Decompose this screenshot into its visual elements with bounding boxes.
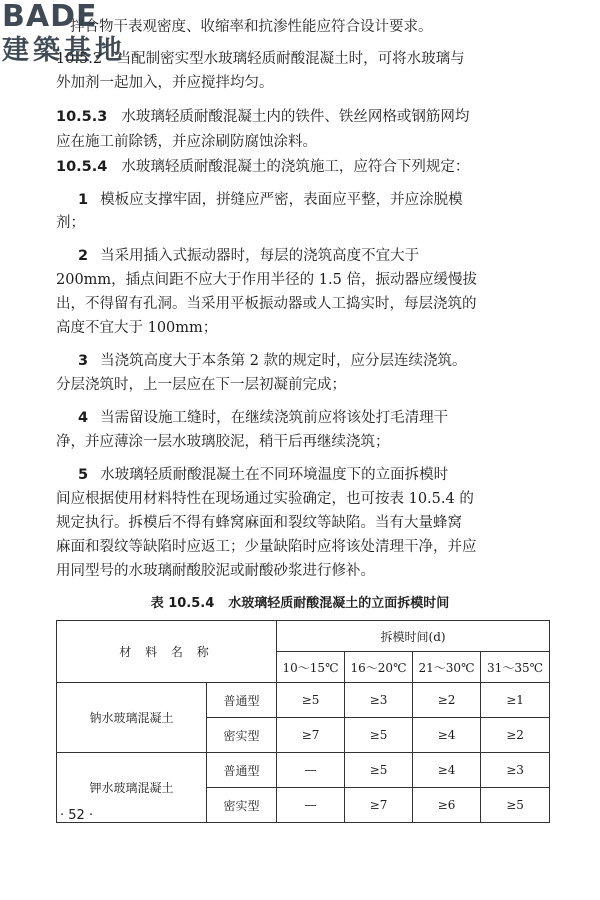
item-number: 5 [78,467,89,483]
material-type: 密实型 [207,718,277,753]
header-temp: 16～20℃ [345,652,413,683]
table-cell: ≥3 [345,683,413,718]
material-type: 密实型 [207,788,277,823]
table-cell: ≥5 [481,788,550,823]
table-title: 水玻璃轻质耐酸混凝土的立面拆模时间 [228,596,450,611]
table-cell: ≥3 [481,753,550,788]
demolding-time-table [56,620,550,823]
text-line: 用同型号的水玻璃耐酸胶泥或耐酸砂浆进行修补。 [56,563,375,579]
item-text: 当采用插入式振动器时，每层的浇筑高度不宜大于 [100,248,420,264]
table-cell: ≥2 [481,718,550,753]
header-material: 材 料 名 称 [57,621,277,683]
text-line: 净，并应薄涂一层水玻璃胶泥，稍干后再继续浇筑； [56,434,390,450]
table-cell: ≥2 [413,683,481,718]
item-5 [78,466,448,484]
clause-number: 10.5.4 [56,159,108,175]
table-cell: ≥5 [345,718,413,753]
table-row [57,683,550,718]
table-cell: ≥5 [345,753,413,788]
table-cell: ≥4 [413,753,481,788]
item-2 [78,247,419,265]
text-line: 应在施工前除锈，并应涂刷防腐蚀涂料。 [56,134,317,150]
material-type: 普通型 [207,753,277,788]
table-cell: ≥4 [413,718,481,753]
item-text: 当需留设施工缝时，在继续浇筑前应将该处打毛清理干 [100,410,449,426]
item-text: 当浇筑高度大于本条第 2 款的规定时，应分层连续浇筑。 [100,353,467,369]
clause-text: 水玻璃轻质耐酸混凝土的浇筑施工，应符合下列规定： [121,159,470,175]
text-line: 拌合物干表观密度、收缩率和抗渗性能应符合设计要求。 [70,19,433,35]
page-number: · 52 · [60,808,94,823]
text-line: 剂； [56,215,85,231]
header-temp: 31～35℃ [481,652,550,683]
text-line: 麻面和裂纹等缺陷时应返工；少量缺陷时应将该处清理干净，并应 [56,539,477,555]
item-text: 水玻璃轻质耐酸混凝土在不同环境温度下的立面拆模时 [100,467,449,483]
table-cell: — [277,753,345,788]
text-line: 200mm，插点间距不应大于作用半径的 1.5 倍，振动器应缓慢拔 [56,272,477,288]
header-temp: 21～30℃ [413,652,481,683]
watermark-brand: BADE [2,0,98,34]
table-cell: ≥7 [345,788,413,823]
item-number: 4 [78,410,89,426]
text-line: 出，不得留有孔洞。当采用平板振动器或人工捣实时，每层浇筑的 [56,296,477,312]
text-line: 外加剂一起加入，并应搅拌均匀。 [56,75,274,91]
table-row [57,753,550,788]
text-line: 分层浇筑时，上一层应在下一层初凝前完成； [56,377,346,393]
item-4 [78,409,448,427]
item-3 [78,352,467,370]
table-cell: ≥7 [277,718,345,753]
item-number: 3 [78,353,89,369]
item-text: 模板应支撑牢固，拼缝应严密，表面应平整，并应涂脱模 [100,192,463,208]
header-demolding-time: 拆模时间(d) [277,621,550,652]
text-line: 10.5.2 当配制密实型水玻璃轻质耐酸混凝土时，可将水玻璃与 [56,51,465,67]
text-line: 规定执行。拆模后不得有蜂窝麻面和裂纹等缺陷。当有大量蜂窝 [56,515,462,531]
table-cell: ≥5 [277,683,345,718]
table-number: 表 10.5.4 [150,596,215,611]
clause-text: 水玻璃轻质耐酸混凝土内的铁件、铁丝网格或钢筋网均 [121,109,470,125]
item-number: 2 [78,248,89,264]
table-cell: ≥1 [481,683,550,718]
clause-10-5-3 [56,108,469,126]
watermark-logo [2,2,126,66]
material-group: 钠水玻璃混凝土 [57,683,207,753]
material-group: 钾水玻璃混凝土 [57,753,207,823]
table-caption [0,592,600,611]
item-1 [78,191,463,209]
table-cell: — [277,788,345,823]
watermark-subtitle: 建築基地 [2,35,126,66]
header-temp: 10～15℃ [277,652,345,683]
clause-10-5-4 [56,158,469,176]
item-number: 1 [78,192,89,208]
text-line: 间应根据使用材料特性在现场通过实验确定，也可按表 10.5.4 的 [56,491,474,507]
text-line: 高度不宜大于 100mm； [56,320,218,336]
material-type: 普通型 [207,683,277,718]
clause-number: 10.5.3 [56,109,108,125]
table-cell: ≥6 [413,788,481,823]
